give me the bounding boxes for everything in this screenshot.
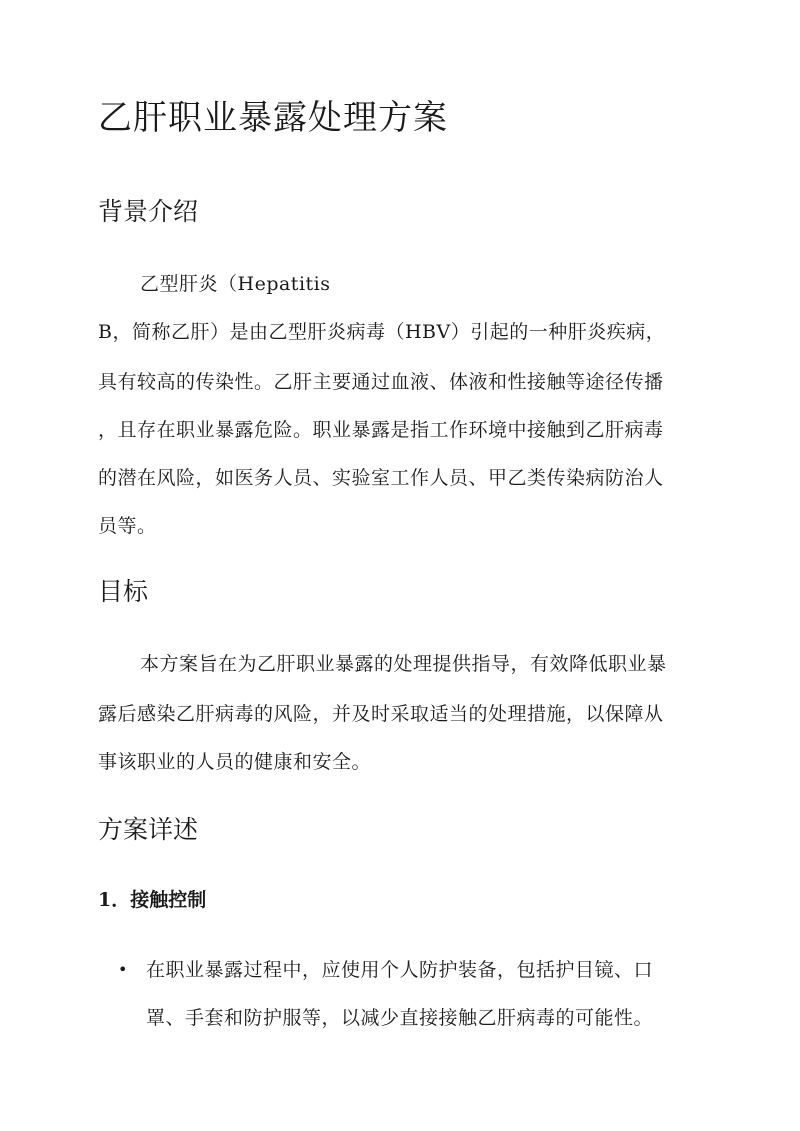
document-title: 乙肝职业暴露处理方案: [98, 98, 448, 138]
background-line-5: 的潜在风险，如医务人员、实验室工作人员、甲乙类传染病防治人: [98, 467, 664, 489]
background-line-1: 乙型肝炎（Hepatitis: [140, 273, 331, 295]
goal-line-2: 露后感染乙肝病毒的风险，并及时采取适当的处理措施，以保障从: [98, 703, 664, 725]
heading-background: 背景介绍: [98, 197, 199, 226]
background-line-2: B，简称乙肝）是由乙型肝炎病毒（HBV）引起的一种肝炎疾病，: [98, 321, 666, 343]
background-line-4: ，且存在职业暴露危险。职业暴露是指工作环境中接触到乙肝病毒: [98, 419, 664, 441]
bullet-line-2: 罩、手套和防护服等，以减少直接接触乙肝病毒的可能性。: [146, 1007, 654, 1029]
heading-goal: 目标: [98, 577, 149, 606]
goal-line-1: 本方案旨在为乙肝职业暴露的处理提供指导，有效降低职业暴: [140, 653, 667, 675]
background-line-3: 具有较高的传染性。乙肝主要通过血液、体液和性接触等途径传播: [98, 371, 664, 393]
bullet-dot: •: [118, 960, 128, 979]
background-line-6: 员等。: [98, 515, 157, 537]
bullet-line-1: 在职业暴露过程中，应使用个人防护装备，包括护目镜、口: [146, 959, 654, 981]
heading-details: 方案详述: [98, 815, 199, 844]
goal-line-3: 事该职业的人员的健康和安全。: [98, 751, 372, 773]
section-1-heading: 1．接触控制: [98, 889, 207, 911]
